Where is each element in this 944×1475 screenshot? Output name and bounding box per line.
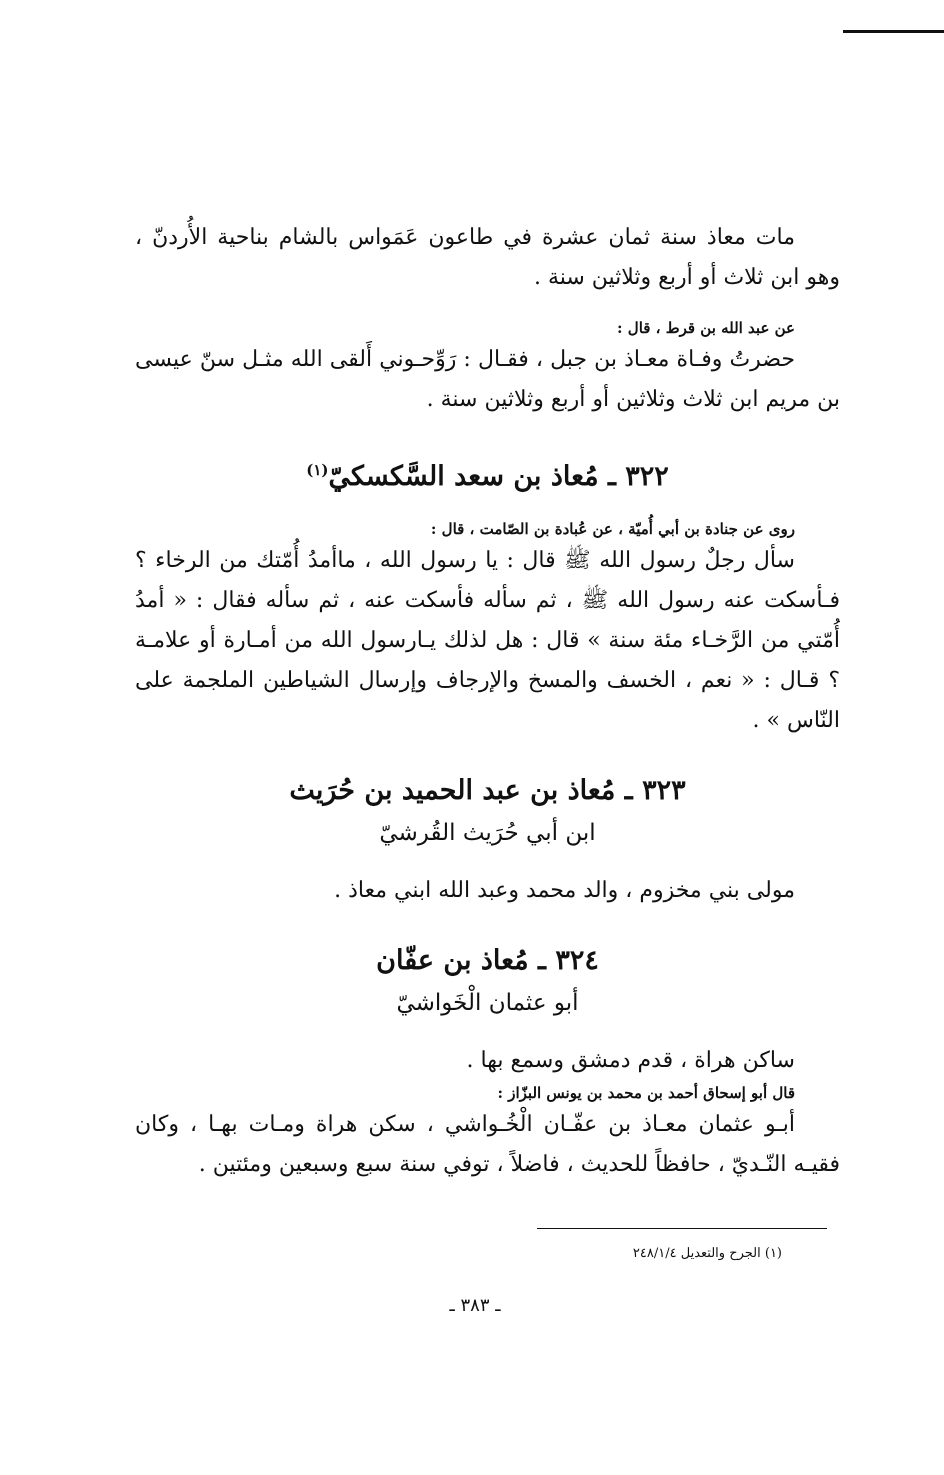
footnote-marker: (١) — [306, 461, 329, 479]
page-number: ـ ٣٨٣ ـ — [449, 1295, 501, 1316]
entry-322-title — [135, 448, 840, 499]
entry-324-text: ساكن هراة ، قدم دمشق وسمع بها . — [466, 1048, 795, 1073]
entry-324-narrator: قال أبو إسحاق أحمد بن محمد بن يونس البزّاز : — [497, 1084, 795, 1102]
spacer — [135, 298, 840, 316]
entry-322-narrator: روى عن جنادة بن أبي أُميّة ، عن عُبادة بن الصّامت ، قال : — [430, 520, 795, 538]
spacer — [135, 1023, 840, 1041]
spacer — [135, 741, 840, 769]
header-rule — [843, 30, 944, 33]
spacer — [135, 911, 840, 939]
spacer — [135, 420, 840, 448]
entry-323-title: ٣٢٣ ـ مُعاذ بن عبد الحميد بن حُرَيث — [289, 775, 686, 806]
entry-324-subtitle: أبو عثمان الْخَواشيّ — [396, 990, 579, 1016]
entry-324-quote: أبـو عثمان معـاذ بن عفّـان الْخُـواشي ، سكن هراة ومـات بهـا ، وكان فقيـه النّـديّ ، حافظاً للحديث ، فاضلاً ، توفي سنة سبع وسبعين ومئتين . — [135, 1112, 840, 1177]
narration-1-narrator: عن عبد الله بن قرط ، قال : — [617, 319, 795, 337]
entry-322-text: سأل رجلٌ رسول الله ﷺ قال : يا رسول الله ، ماأمدُ أُمّتك من الرخاء ؟ فـأسكت عنه رسول الله ﷺ ، ثم سأله فأسكت عنه ، ثم سأله فقال : « أمدُ أُمّتي من الرَّخـاء مئة سنة » قال : هل لذلك يـارسول الله من أمـارة أو علامـة ؟ قـال : « نعم ، الخسف والمسخ والإرجاف وإرسال الشياطين الملجمة على النّاس » . — [135, 548, 840, 733]
narration-1-text: حضرتُ وفـاة معـاذ بن جبل ، فقـال : رَوِّحـوني أَلقى الله مثـل سنّ عيسى بن مريم ابن ثلاث وثلاثين أو أربع وثلاثين سنة . — [135, 347, 840, 412]
spacer — [135, 499, 840, 517]
entry-322-title-text: ٣٢٢ ـ مُعاذ بن سعد السَّكسكيّ — [328, 461, 669, 492]
footnote-rule — [537, 1228, 827, 1229]
page-body — [135, 218, 840, 1185]
entry-323-subtitle: ابن أبي حُرَيث القُرشيّ — [379, 820, 596, 846]
opening-paragraph: مات معاذ سنة ثمان عشرة في طاعون عَمَواس بالشام بناحية الأُردنّ ، وهو ابن ثلاث أو أربع وثلاثين سنة . — [135, 225, 840, 290]
entry-324-title: ٣٢٤ ـ مُعاذ بن عفّان — [376, 945, 599, 976]
spacer — [135, 853, 840, 871]
entry-323-text: مولى بني مخزوم ، والد محمد وعبد الله ابني معاذ . — [334, 878, 795, 903]
footnote: (١) الجرح والتعديل ٢٤٨/١/٤ — [632, 1246, 782, 1261]
